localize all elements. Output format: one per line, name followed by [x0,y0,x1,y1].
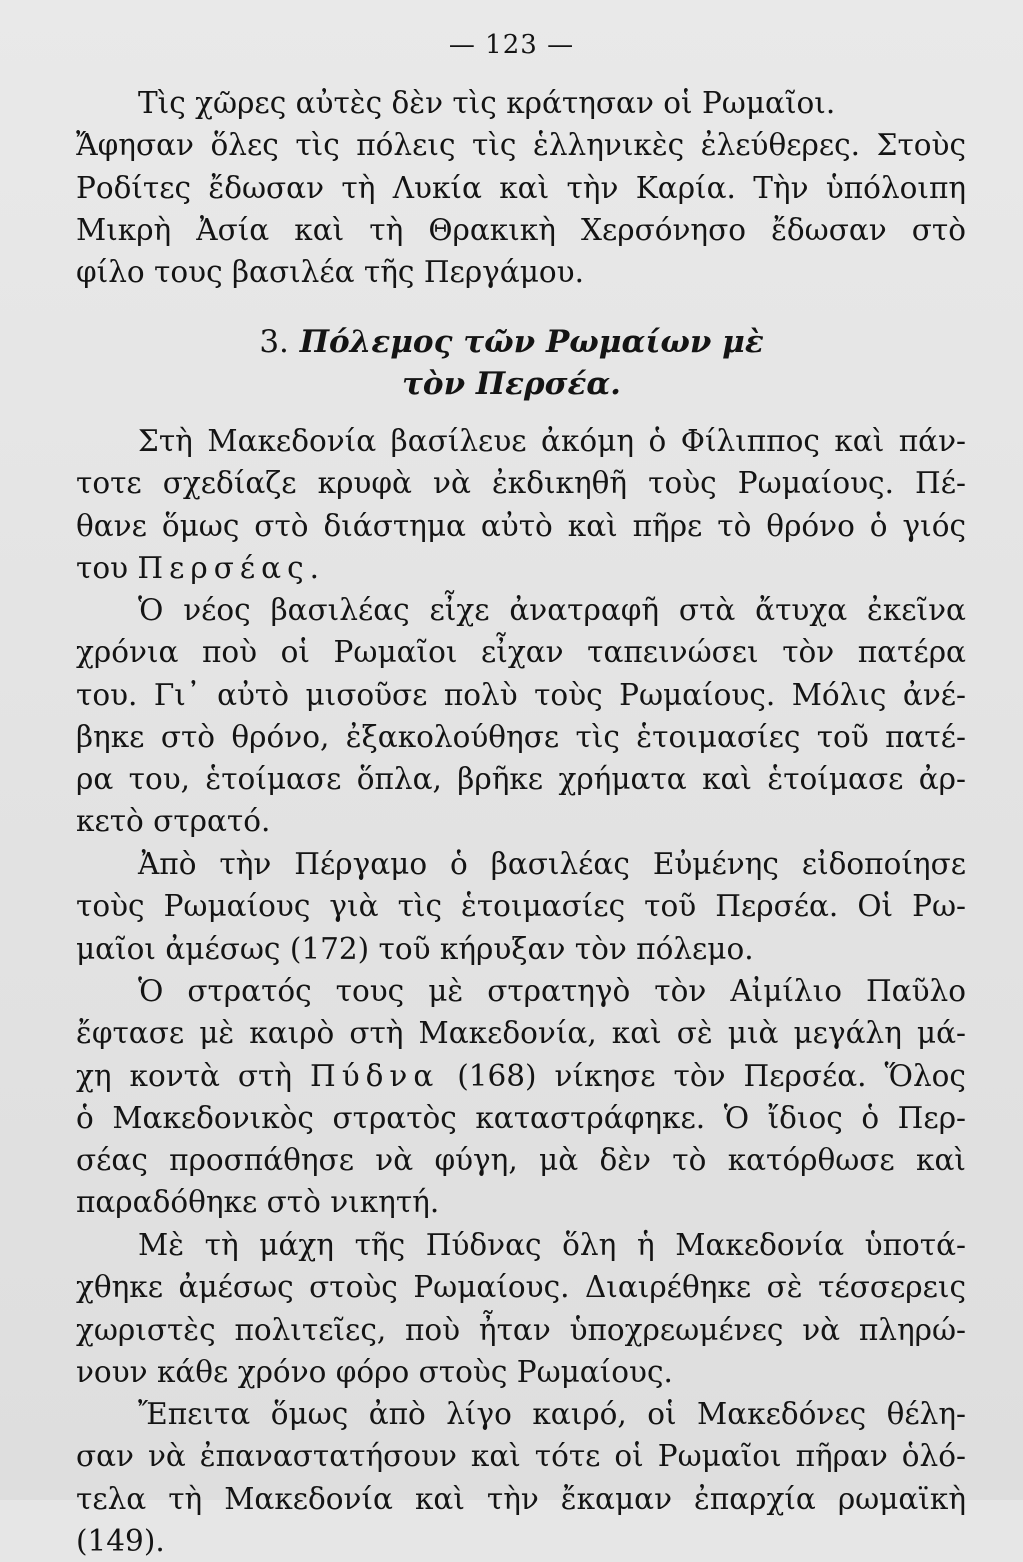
text-line: Ὁ στρατός τους μὲ στρατηγὸ τὸν Αἰμίλιο Παῦλο [138,974,966,1008]
text-line: Ἄφησαν ὅλες τὶς πόλεις τὶς ἑλληνικὲς ἐλεύθερες. Στοὺς [76,128,966,163]
text-line: θανε ὅμως στὸ διάστημα αὐτὸ καὶ πῆρε τὸ θρόνο ὁ γιός [76,508,966,543]
text-line: σαν νὰ ἐπαναστατήσουν καὶ τότε οἱ Ρωμαῖοι πῆραν ὁλό- [76,1439,966,1474]
text-line: ὁ Μακεδονικὸς στρατὸς καταστράφηκε. Ὁ ἴδιος ὁ Περ- [76,1100,966,1135]
text-line: Ροδίτες ἔδωσαν τὴ Λυκία καὶ τὴν Καρία. Τὴν ὑπόλοιπη [76,170,967,205]
text-fragment: (168) νίκησε τὸν Περσέα. Ὅλος [457,1058,966,1093]
text-line: Ἀπὸ τὴν Πέργαμο ὁ βασιλέας Εὐμένης εἰδοποίησε [138,847,966,881]
text-line: Τὶς χῶρες αὐτὲς δὲν τὶς κράτησαν οἱ Ρωμαῖοι. [138,86,836,120]
paragraph-new-king [76,589,966,843]
section-title-line-1: Πόλεμος τῶν Ρωμαίων μὲ [299,324,764,360]
spaced-name-perseus: Περσέας [137,550,310,585]
section-heading [0,320,1023,364]
text-line [76,1055,966,1097]
text-line [76,547,966,589]
text-line: τοτε σχεδίαζε κρυφὰ νὰ ἐκδικηθῆ τοὺς Ρωμαίους. Πέ- [76,466,966,501]
text-fragment: του [76,550,129,585]
text-fragment: . [309,550,320,585]
text-line: χωριστὲς πολιτεῖες, ποὺ ἦταν ὑποχρεωμένες νὰ πληρώ- [76,1312,966,1347]
section-heading-continued [0,362,1023,406]
text-line: μαῖοι ἀμέσως (172) τοῦ κήρυξαν τὸν πόλεμο. [76,931,754,966]
text-line: Στὴ Μακεδονία βασίλευε ἀκόμη ὁ Φίλιππος καὶ πάν- [138,424,967,458]
section-title-line-2: τὸν Περσέα. [402,366,621,402]
paragraph-macedonia [76,420,966,589]
text-line: ἔφτασε μὲ καιρὸ στὴ Μακεδονία, καὶ σὲ μιὰ μεγάλη μά- [76,1016,966,1051]
text-line: Ἔπειτα ὅμως ἀπὸ λίγο καιρό, οἱ Μακεδόνες θέλη- [138,1397,967,1431]
text-line: βηκε στὸ θρόνο, ἐξακολούθησε τὶς ἑτοιμασίες τοῦ πατέ- [76,719,966,754]
text-line: (149). [76,1523,165,1558]
text-line: Μικρὴ Ἀσία καὶ τὴ Θρακικὴ Χερσόνησο ἔδωσαν στὸ [76,212,966,247]
text-line: Ὁ νέος βασιλέας εἶχε ἀνατραφῆ στὰ ἄτυχα ἐκεῖνα [138,593,966,627]
text-line: κετὸ στρατό. [76,804,271,839]
text-line: χθηκε ἀμέσως στοὺς Ρωμαίους. Διαιρέθηκε σὲ τέσσερεις [76,1270,966,1305]
paragraph-province [76,1393,966,1562]
text-line: νουν κάθε χρόνο φόρο στοὺς Ρωμαίους. [76,1354,673,1389]
paragraph-countries [76,82,966,293]
text-line: Μὲ τὴ μάχη τῆς Πύδνας ὅλη ἡ Μακεδονία ὑποτά- [138,1228,966,1262]
paragraph-eumenes [76,843,966,970]
paragraph-submission [76,1224,966,1393]
text-line: του. Γι᾿ αὐτὸ μισοῦσε πολὺ τοὺς Ρωμαίους. Μόλις ἀνέ- [76,677,967,712]
text-line: τελα τὴ Μακεδονία καὶ τὴν ἔκαμαν ἐπαρχία ρωμαϊκὴ [76,1481,966,1516]
text-line: σέας προσπάθησε νὰ φύγη, μὰ δὲν τὸ κατόρθωσε καὶ [76,1143,966,1178]
paragraph-pydna [76,970,966,1224]
text-line: φίλο τους βασιλέα τῆς Περγάμου. [76,255,584,290]
text-line: παραδόθηκε στὸ νικητή. [76,1185,440,1220]
text-fragment: χη κοντὰ στὴ [76,1058,292,1093]
spaced-name-pydna: Πύδνα [309,1058,440,1093]
text-line: τοὺς Ρωμαίους γιὰ τὶς ἑτοιμασίες τοῦ Περσέα. Οἱ Ρω- [76,889,967,924]
section-number: 3. [259,324,289,360]
text-line: χρόνια ποὺ οἱ Ρωμαῖοι εἶχαν ταπεινώσει τὸν πατέρα [76,635,966,670]
text-line: ρα του, ἑτοίμασε ὅπλα, βρῆκε χρήματα καὶ ἑτοίμασε ἀρ- [76,762,966,797]
page-number: — 123 — [448,30,575,60]
